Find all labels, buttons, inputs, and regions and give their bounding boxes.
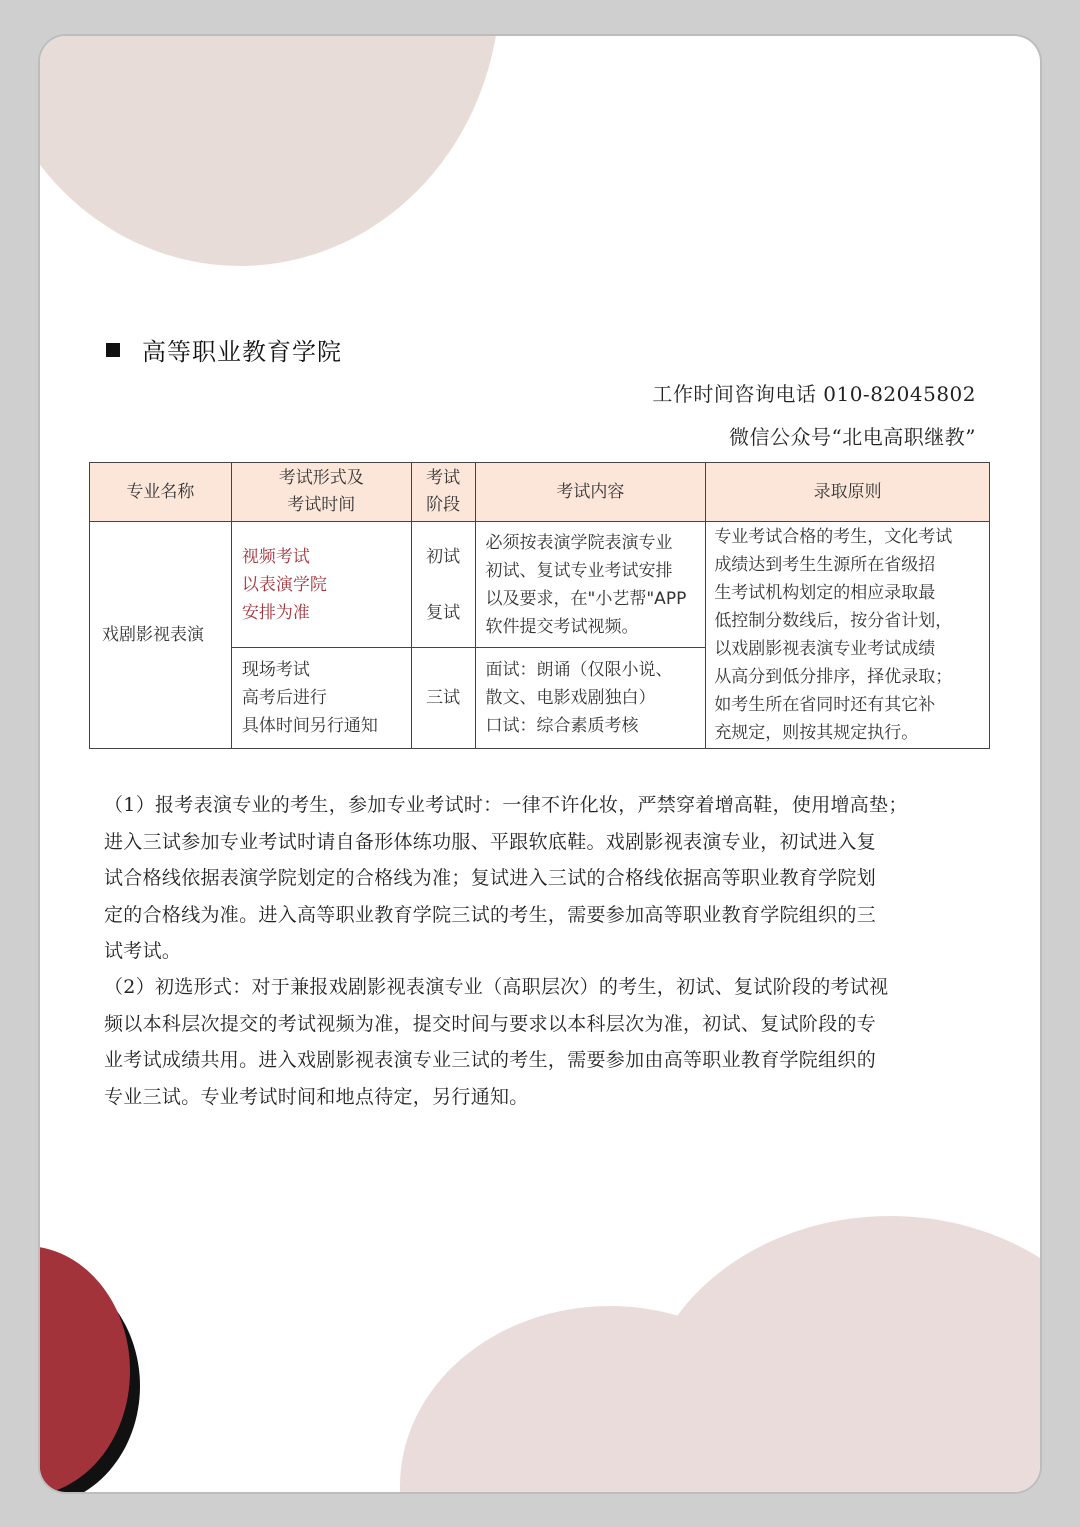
contact-phone: 工作时间咨询电话 010-82045802 — [652, 382, 976, 406]
note-paragraph-1: （1）报考表演专业的考生，参加专业考试时：一律不许化妆，严禁穿着增高鞋，使用增高垫； 进入三试参加专业考试时请自备形体练功服、平跟软底鞋。戏剧影视表演专业，初试进入复 试合格线依据表演学院划定的合格线为准；复试进入三试的合格线依据高等职业教育学院划 定的合格线为准。进入高等职业教育学院三试的考生，需要参加高等职业教育学院组织的三 试考试。 — [104, 794, 908, 962]
header-stage: 考试 阶段 — [411, 463, 475, 522]
document-page — [40, 36, 1040, 1492]
header-admission: 录取原则 — [706, 463, 990, 522]
decorative-blob — [640, 1216, 1040, 1492]
note-paragraph-2: （2）初选形式：对于兼报戏剧影视表演专业（高职层次）的考生，初试、复试阶段的考试视 频以本科层次提交的考试视频为准，提交时间与要求以本科层次为准，初试、复试阶段的专 业考试成绩共用。进入戏剧影视表演专业三试的考生，需要参加由高等职业教育学院组织的 专业三试。专业考试时间和地点待定，另行通知。 — [104, 976, 889, 1108]
contact-wechat: 微信公众号“北电高职继教” — [729, 425, 976, 449]
cell-content-video: 必须按表演学院表演专业 初试、复试专业考试安排 以及要求，在"小艺帮"APP 软件提交考试视频。 — [475, 522, 706, 648]
cell-form-video: 视频考试 以表演学院 安排为准 — [231, 522, 411, 648]
cell-admission: 专业考试合格的考生，文化考试 成绩达到考生生源所在省级招 生考试机构划定的相应录取最 低控制分数线后，按分省计划， 以戏剧影视表演专业考试成绩 从高分到低分排序，择优录取； 如考生所在省同时还有其它补 充规定，则按其规定执行。 — [706, 522, 990, 749]
table-header-row — [90, 463, 990, 522]
header-major: 专业名称 — [90, 463, 232, 522]
exam-info-table — [89, 462, 990, 749]
cell-stage-3: 三试 — [411, 648, 475, 749]
cell-content-onsite: 面试：朗诵（仅限小说、 散文、电影戏剧独白） 口试：综合素质考核 — [475, 648, 706, 749]
section-title — [106, 332, 342, 367]
decorative-blob — [40, 36, 500, 266]
cell-stage-1-2: 初试 复试 — [411, 522, 475, 648]
table-row — [90, 522, 990, 648]
cell-form-onsite: 现场考试 高考后进行 具体时间另行通知 — [231, 648, 411, 749]
section-title-text: 高等职业教育学院 — [142, 338, 342, 366]
cell-major: 戏剧影视表演 — [90, 522, 232, 749]
square-bullet-icon — [106, 343, 120, 357]
header-form: 考试形式及 考试时间 — [231, 463, 411, 522]
header-content: 考试内容 — [475, 463, 706, 522]
